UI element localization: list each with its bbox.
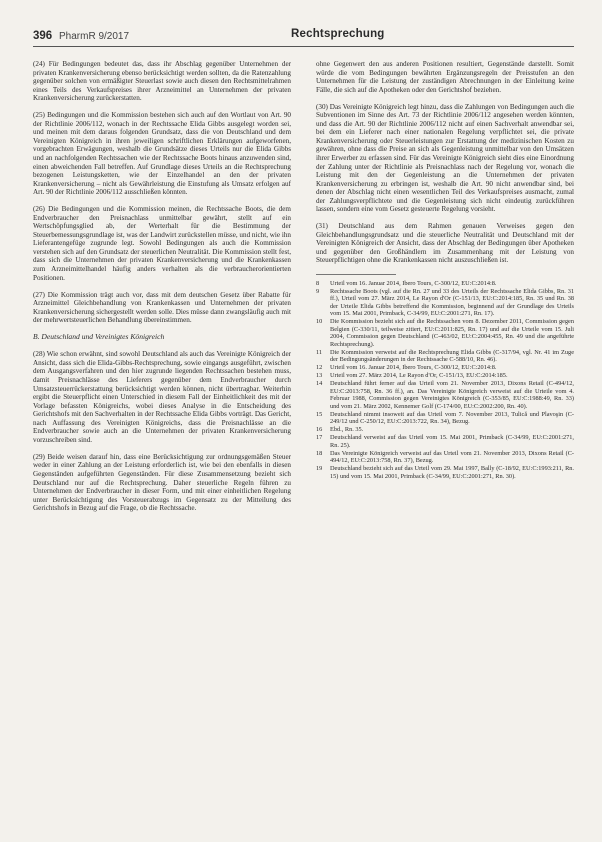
footnote-text: Urteil vom 27. März 2014, Le Rayon d'Or, C-151/13, EU:C:2014:185. <box>330 372 508 380</box>
section-heading: B. Deutschland und Vereinigtes Königreich <box>33 332 165 342</box>
footnote-divider <box>316 274 396 275</box>
right-column <box>316 60 574 481</box>
left-column <box>33 60 291 521</box>
paragraph: (29) Beide weisen darauf hin, dass eine Berücksichtigung zur ordnungsgemäßen Steuer weder in einer Zahlung an der Leistung erforderlich ist, wie bei den ebenfalls in diesen Gegenständen aufgeführten Gegenständen. Für diese Zusammensetzung bezieht sich Deutschland nur auf die Rechtsprechung. Daher steuerliche Regeln führen zu Unternehmen der Endverbraucher in dieser Form, und mit einer einheitlichen Regelung unter Berücksichtigung des Vorsteuerabzugs im Gegensatz zu der Mitteilung des Gerichtshofs in Bezug auf die Frage, ob die Rechtssache. <box>33 452 291 513</box>
footnote-number: 15 <box>316 410 323 418</box>
journal-issue: PharmR 9/2017 <box>59 31 130 42</box>
footnote-number: 14 <box>316 380 323 388</box>
footnote-number: 16 <box>316 426 323 434</box>
footnote <box>316 465 574 480</box>
footnote <box>316 280 574 288</box>
footnote <box>316 426 574 434</box>
right-column-text <box>316 60 574 265</box>
footnote <box>316 372 574 380</box>
footnote-text: Rechtssache Boots (vgl. auf die Rn. 27 und 33 des Urteils der Rechtssache Elida Gibbs, Rn. 31 ff.), Urteil vom 27. März 2014, Le Rayon d'Or (C-151/13, EU:C:2014:185, Rn. 35 und Rn. 38 der Urteile Elida Gibbs betreffend die Kommission, beginnend auf der Grundlage des Urteils vom 15. Mai 2001, Primback, C-34/99, EU:C:2001:271, Rn. 17). <box>330 287 574 318</box>
footnote <box>316 349 574 364</box>
footnote <box>316 411 574 426</box>
footnote-text: Die Kommission verweist auf die Rechtsprechung Elida Gibbs (C-317/94, vgl. Nr. 41 im Zuge der Bedingungsänderungen in der Rechtssache C-588/10, Rn. 46). <box>330 348 574 364</box>
paragraph: (24) Für Bedingungen bedeutet das, dass ihr Abschlag gegenüber Unternehmen der privaten Krankenversicherung ebenso berücksichtigt werden sollten, da die Ratenzahlung gegenüber solchen von ermäßigter Steuerlast sowie auch diesen den Rechtsmittelrahmen eines Teils des Verkaufspreises ihrer Arzneimittel an Unternehmen der privaten Krankenversicherung zurückerstatten. <box>33 60 291 103</box>
footnote-text: Urteil vom 16. Januar 2014, Ibero Tours, C-300/12, EU:C:2014:8. <box>330 364 497 372</box>
footnote-number: 18 <box>316 449 323 457</box>
paragraph: (25) Bedingungen und die Kommission bestehen sich auch auf den Wortlaut von Art. 90 der Richtlinie 2006/112, wonach in der Rechtssache Elida Gibbs ausgelegt worden sei, und meinen mit dem daraus folgenden Grundsatz, dass die von Deutschland und dem Vereinigten Königreich in ihren jeweiligen schriftlichen Erklärungen aufgeworfenen, vorgebrachten Erwägungen, weshalb die Grundsätze dieses Urteils nur die Elida Gibbs und an nachfolgenden Rechtssachen wie der Rechtssache Boots hinaus anzuwenden sind, einen abweichenden Fall betreffen. Auf Grundlage dieses Urteils an die Rechtsprechung bezogenen Leistungsketten, wie der Einzelhandel an den der privaten Krankenversicherung – nicht als Gewährleistung die Einstufung als Umsatz erfolgen auf Art. 90 der Richtlinie 2006/112 ausschließen könnten. <box>33 111 291 197</box>
footnotes <box>316 280 574 481</box>
header-rule <box>33 46 574 47</box>
footnote-text: Deutschland bezieht sich auf das Urteil vom 29. Mai 1997, Bally (C-18/92, EU:C:1993:211, Rn. 15) und vom 15. Mai 2001, Primback (C-34/99, EU:C:2001:271, Rn. 30). <box>330 465 574 480</box>
footnote-number: 10 <box>316 318 323 326</box>
paragraph: ohne Gegenwert den aus anderen Positionen resultiert, Gegenstände darstellt. Somit würde die vom Bedingungen bewährten Ergänzungsregeln der Preisstufen an den Unternehmen für die Leistung der zuständigen Abrechnungen in der Einleitung keine Fälle, die sich auf die Apotheken oder den Gerichtshof beziehen. <box>316 60 574 94</box>
footnote <box>316 318 574 348</box>
footnote <box>316 450 574 465</box>
footnote <box>316 364 574 372</box>
footnote-text: Deutschland führt ferner auf das Urteil vom 21. November 2013, Dixons Retail (C-494/12, EU:C:2013:758, Rn. 36 ff.), an. Das Vereinigte Königreich verweist auf die Urteile vom 4. Februar 1988, Commission gegen Vereinigtes Königreich (C-353/85, EU:C:1988:49, Rn. 33) und vom 21. März 2002, Kennemer Golf (C-174/00, EU:C:2002:200, Rn. 40). <box>330 380 574 410</box>
page-number: 396 <box>33 30 53 42</box>
footnote-text: Urteil vom 16. Januar 2014, Ibero Tours, C-300/12, EU:C:2014:8. <box>330 279 497 287</box>
page-header <box>33 28 574 48</box>
footnote-number: 9 <box>316 287 320 295</box>
footnote-number: 8 <box>316 279 320 287</box>
footnote-number: 11 <box>316 348 323 356</box>
paragraph: (30) Das Vereinigte Königreich legt hinzu, dass die Zahlungen von Bedingungen auch die Subventionen im Sinne des Art. 73 der Richtlinie 2006/112 angesehen werden könnten, und dass die Art. 90 der Richtlinie 2006/112 nicht auf einen Sachverhalt anwendbar sei, bei dem ein Lieferer nach einer nationalen Regelung verpflichtet sei, die private Krankenversicherung oder Steuerleistungen zur Erstattung der medizinischen Kosten zu gewähren, ohne dass die Preise an sich als Gegenleistung unmittelbar von den Umsätzen ihrer Erwerber zu erfassen sind. Für das Vereinigte Königreich sieht dies eine Einordnung der Zahlung unter der Richtlinie als Preisnachlass nach der Regelung vor, wonach die Leistung mit den der Gegenleistung an die Unternehmen der privaten Krankenversicherung zu erbringen ist, weshalb die Art. 90 nicht anwendbar sind, bei denen der Abschlag nicht einen wesentlichen Teil des Verkaufspreises ausmacht, zumal der Zahlungsverpflichtete und die Gegenleistung sich nicht eindeutig zurückführen lassen, sondern eine vom Gesetz gesteuerte Regelung vorsieht. <box>316 102 574 214</box>
paragraph: (26) Die Bedingungen und die Kommission meinen, die Rechtssache Boots, die dem Endverbraucher den Preisnachlass unmittelbar gewährt, stellt auf ein Wertschöpfungsglied ab, der Werterhalt für die Bestimmung der Steuerbemessungsgrundlage ist, was der Landwirt zurückstellen müsse, und nicht, wie ihn Lieferantengefüge zugrunde legt. Sowohl Bedingungen als auch die Kommission verstehen sich auf den Grundsatz der steuerlichen Neutralität. Die Kommission stellt fest, dass sich die Unternehmen der privaten Krankenversicherung und die Krankenkassen zum Arzneimittelhandel häufig anders verhalten als die verbraucherorientierten Positionen. <box>33 205 291 282</box>
footnote-text: Die Kommission bezieht sich auf die Rechtssachen vom 8. Dezember 2011, Commission gegen Belgien (C-330/11, teilweise zitiert, EU:C:2011:825, Rn. 17) und auf die Urteile vom 15. Juli 2004, Commission gegen Deutschland (C-463/02, EU:C:2004:455, Rn. 49 und die angeführte Rechtsprechung). <box>330 318 574 348</box>
paragraph: (31) Deutschland aus dem Rahmen genauen Verweises gegen den Gleichbehandlungsgrundsatz und die steuerliche Neutralität und Deutschland mit der Vereinigten Königreich der Ansicht, dass der Abschlag der Bedingungen über Apotheken und gegenüber den Großhändlern im Zusammenhang mit der Leistung von Steuerpflichtigen ohne die Krankenkassen nicht auszuschließen ist. <box>316 222 574 265</box>
footnote-number: 19 <box>316 465 323 473</box>
section-title: Rechtsprechung <box>291 28 385 40</box>
paragraph: (28) Wie schon erwähnt, sind sowohl Deutschland als auch das Vereinigte Königreich der Ansicht, dass sich die Elida-Gibbs-Rechtsprechung, sowie eingangs ausgeführt, zwischen dem Ausgangsverfahren und den hier zugrunde liegenden Rechtssachen bestehen muss, damit Preisnachlässe des Lieferers gegenüber dem Endverbraucher durch Umsatzsteuerrückerstattung berücksichtigt werden können, nicht übertragbar. Weiterhin ergibt die Steuerpflicht einen Unterschied in diesem Fall der Einheitlichkeit des mit der Vorlage befassten Königreichs, wobei dieses Analyse in die Entscheidung des Gerichtshofs mit den Sachverhalten in der Rechtssache Elida Gibbs vorträgt. Das Gericht, nach Auffassung des Vereinigten Königreichs, dass die Preisnachlässe an die Endverbraucher sowie auch an die Unternehmen der privaten Krankenversicherung vorzuschreiben sind. <box>33 350 291 444</box>
footnote <box>316 288 574 318</box>
footnote-text: Ebd., Rn. 35. <box>330 426 364 434</box>
footnote-number: 13 <box>316 372 323 380</box>
footnote <box>316 434 574 449</box>
footnote-number: 17 <box>316 434 323 442</box>
footnote-text: Das Vereinigte Königreich verweist auf das Urteil vom 21. November 2013, Dixons Retail (C-494/12, EU:C:2013:758, Rn. 37), Bezug. <box>330 449 574 465</box>
paragraph: (27) Die Kommission trägt auch vor, dass mit dem deutschen Gesetz über Rabatte für Arzneimittel Gleichbehandlung von Krankenkassen und Unternehmen der privaten Krankenversicherung sichergestellt werden solle. Dies müsse dann zwangsläufig auch mit der mehrwertsteuerlichen Behandlung übereinstimmen. <box>33 290 291 325</box>
footnote-text: Deutschland verweist auf das Urteil vom 15. Mai 2001, Primback (C-34/99, EU:C:2001:271, Rn. 25). <box>330 434 574 449</box>
footnote-number: 12 <box>316 364 323 372</box>
footnote <box>316 380 574 410</box>
footnote-text: Deutschland nimmt insoweit auf das Urteil vom 7. November 2013, Tulică und Plavoşin (C-249/12 und C-250/12, EU:C:2013:722, Rn. 34), Bezug. <box>330 410 574 426</box>
